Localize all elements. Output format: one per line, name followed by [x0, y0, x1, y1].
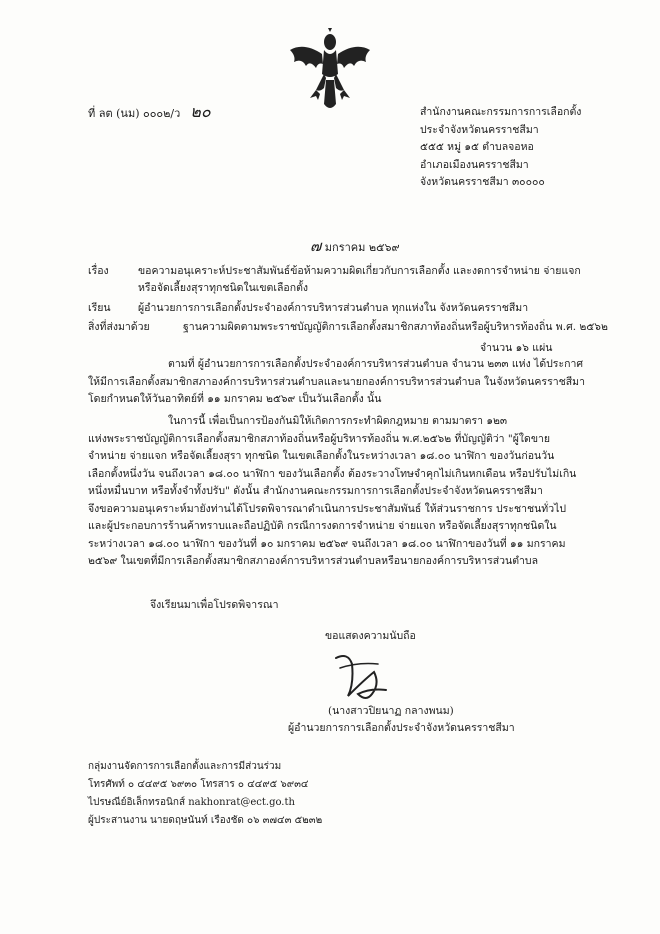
enclosure-label: สิ่งที่ส่งมาด้วย — [88, 321, 150, 333]
document-number — [88, 100, 211, 125]
enclosure-count: จำนวน ๑๖ แผ่น — [480, 342, 553, 354]
subject — [88, 263, 581, 297]
contact-coordinator: ผู้ประสานงาน นายดฤษนันท์ เรืองชัด ๐๖ ๓๗๔๓ ๕๒๓๒ — [88, 815, 323, 826]
date-handwritten-day: ๗ — [310, 237, 322, 255]
paragraph-1 — [88, 356, 585, 409]
contact-block — [88, 758, 322, 830]
signer-position: ผู้อำนวยการการเลือกตั้งประจำจังหวัดนครราชสีมา — [288, 722, 515, 734]
enclosure — [88, 318, 608, 335]
recipient-text: ผู้อำนวยการการเลือกตั้งประจำองค์การบริหารส่วนตำบล ทุกแห่งใน จังหวัดนครราชสีมา — [138, 302, 529, 314]
paragraph-2 — [88, 413, 576, 571]
subject-line-2: หรือจัดเลี้ยงสุราทุกชนิดในเขตเลือกตั้ง — [138, 282, 309, 294]
document-date — [310, 234, 400, 258]
closing-respect: ขอแสดงความนับถือ — [325, 630, 416, 642]
enclosure-text: ฐานความผิดตามพระราชบัญญัติการเลือกตั้งสมาชิกสภาท้องถิ่นหรือผู้บริหารท้องถิ่น พ.ศ. ๒๕๖๒ — [183, 321, 608, 333]
paragraph-line: หนึ่งหมื่นบาท หรือทั้งจำทั้งปรับ" ดังนั้น สำนักงานคณะกรรมการการเลือกตั้งประจำจังหวัดนครราชสีมา — [88, 485, 543, 497]
paragraph-line: จำหน่าย จ่ายแจก หรือจัดเลี้ยงสุรา ทุกชนิด ในเขตเลือกตั้งในระหว่างเวลา ๑๘.๐๐ นาฬิกา ของวันก่อนวัน — [88, 450, 555, 462]
sender-address-line: อำเภอเมืองนครราชสีมา — [420, 158, 529, 171]
recipient-label: เรียน — [88, 302, 111, 314]
subject-label: เรื่อง — [88, 265, 109, 277]
paragraph-line: ให้มีการเลือกตั้งสมาชิกสภาองค์การบริหารส่วนตำบลและนายกองค์การบริหารส่วนตำบล ในจังหวัดนครราชสีมา — [88, 375, 585, 388]
paragraph-line: แห่งพระราชบัญญัติการเลือกตั้งสมาชิกสภาท้องถิ่นหรือผู้บริหารท้องถิ่น พ.ศ.๒๕๖๒ ที่บัญญัติว่า "ผู้ใดขาย — [88, 432, 551, 445]
signer-block — [288, 703, 515, 737]
signer-name: (นางสาวปิยนาฏ กลางพนม) — [328, 705, 454, 717]
sender-address-line: ๕๕๕ หมู่ ๑๕ ตำบลจอหอ — [420, 141, 534, 153]
recipient — [88, 299, 528, 316]
contact-phone: โทรศัพท์ ๐ ๔๔๙๕ ๖๙๓๐ โทรสาร ๐ ๔๔๙๕ ๖๙๓๔ — [88, 779, 309, 790]
closing-request: จึงเรียนมาเพื่อโปรดพิจารณา — [150, 599, 279, 611]
paragraph-line: ในการนี้ เพื่อเป็นการป้องกันมิให้เกิดการกระทำผิดกฎหมาย ตามมาตรา ๑๒๓ — [168, 415, 508, 427]
paragraph-line: จึงขอความอนุเคราะห์มายังท่านได้โปรดพิจารณาดำเนินการประชาสัมพันธ์ ให้ส่วนราชการ ประชาชนทั่วไป — [88, 502, 567, 515]
date-text: มกราคม ๒๕๖๙ — [324, 241, 400, 254]
paragraph-line: ๒๕๖๙ ในเขตที่มีการเลือกตั้งสมาชิกสภาองค์การบริหารส่วนตำบลหรือนายกองค์การบริหารส่วนตำบล — [88, 555, 539, 567]
document-number-handwritten: ๒๐ — [190, 102, 211, 121]
contact-unit: กลุ่มงานจัดการการเลือกตั้งและการมีส่วนร่วม — [88, 761, 282, 772]
sender-address-line: จังหวัดนครราชสีมา ๓๐๐๐๐ — [420, 176, 545, 188]
paragraph-line: โดยกำหนดให้วันอาทิตย์ที่ ๑๑ มกราคม ๒๕๖๙ เป็นวันเลือกตั้ง นั้น — [88, 393, 382, 405]
sender-address — [420, 104, 581, 192]
contact-email: ไปรษณีย์อิเล็กทรอนิกส์ nakhonrat@ect.go.th — [88, 797, 295, 808]
garuda-emblem-icon — [286, 28, 374, 116]
sender-address-line: ประจำจังหวัดนครราชสีมา — [420, 123, 539, 136]
document-number-prefix: ที่ ลต (นม) ๐๐๐๒/ว — [88, 107, 181, 120]
subject-line-1: ขอความอนุเคราะห์ประชาสัมพันธ์ข้อห้ามความผิดเกี่ยวกับการเลือกตั้ง และงดการจำหน่าย จ่ายแจก — [138, 265, 581, 277]
paragraph-line: ตามที่ ผู้อำนวยการการเลือกตั้งประจำองค์การบริหารส่วนตำบล จำนวน ๒๓๓ แห่ง ได้ประกาศ — [168, 358, 584, 370]
paragraph-line: และผู้ประกอบการร้านค้าทราบและถือปฏิบัติ กรณีการงดการจำหน่าย จ่ายแจก หรือจัดเลี้ยงสุราทุกชนิดใน — [88, 520, 557, 532]
sender-address-line: สำนักงานคณะกรรมการการเลือกตั้ง — [420, 106, 582, 118]
paragraph-line: ระหว่างเวลา ๑๘.๐๐ นาฬิกา ของวันที่ ๑๐ มกราคม ๒๕๖๙ จนถึงเวลา ๑๘.๐๐ นาฬิกาของวันที่ ๑๑ มกราคม — [88, 537, 566, 550]
paragraph-line: เลือกตั้งหนึ่งวัน จนถึงเวลา ๑๘.๐๐ นาฬิกา ของวันเลือกตั้ง ต้องระวางโทษจำคุกไม่เกินหกเดือน หรือปรับไม่เกิน — [88, 467, 577, 480]
